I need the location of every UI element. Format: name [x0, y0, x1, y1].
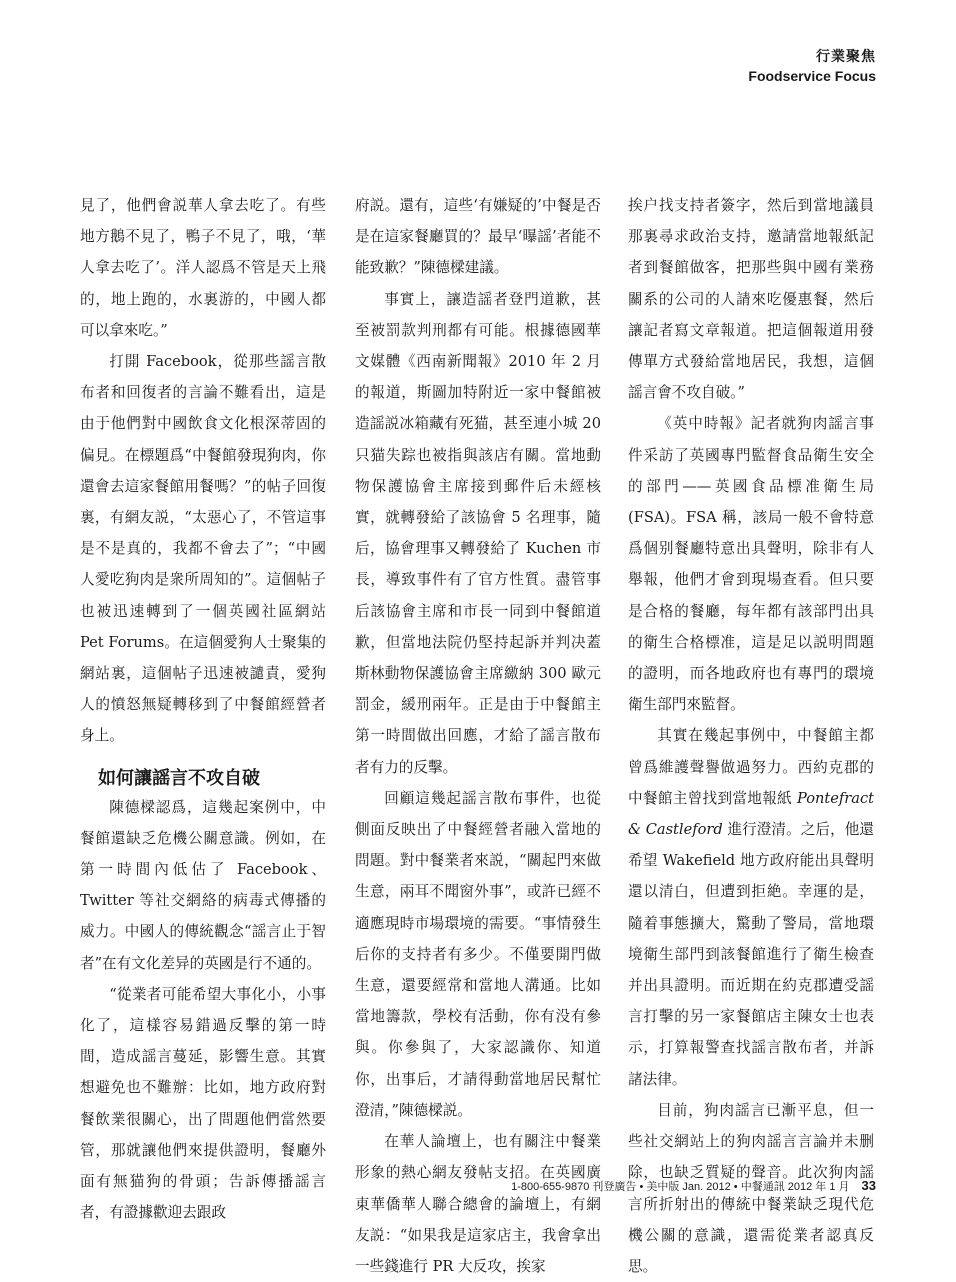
article-column-2 — [355, 190, 601, 1282]
paragraph: 《英中時報》記者就狗肉謡言事件采訪了英國專門監督食品衛生安全的部門——英國食品標准衛生局 (FSA)。FSA 稱，該局一般不會特意爲個别餐廳特意出具聲明，除非有人舉報，他們才會到現場查看。但只要是合格的餐廳，每年都有該部門出具的衛生合格標准，這是足以説明問題的證明，而各地政府也有專門的環境衛生部門來監督。 — [628, 415, 874, 714]
paragraph: 目前，狗肉謡言已漸平息，但一些社交網站上的狗肉謡言言論并未删除，也缺乏質疑的聲音。此次狗肉謡言所折射出的傳統中餐業缺乏現代危機公關的意識，還需從業者認真反思。 — [628, 1101, 874, 1275]
paragraph: 在華人論壇上，也有關注中餐業形象的熱心網友發帖支招。在英國廣東華僑華人聯合總會的論壇上，有網友説：“如果我是這家店主，我會拿出一些錢進行 PR 大反攻，挨家 — [355, 1133, 601, 1275]
newspaper-name: Pontefract & Castleford — [628, 789, 874, 839]
section-title-cn: 行業聚焦 — [816, 48, 876, 64]
paragraph: “從業者可能希望大事化小，小事化了，這樣容易錯過反擊的第一時間，造成謡言蔓延，影響生意。其實想避免也不難辦：比如，地方政府對餐飲業很關心，出了問題他們當然要管，那就讓他們來提供證明，餐廳外面有無猫狗的骨頭；告訴傳播謡言者，有證據歡迎去跟政 — [80, 985, 326, 1222]
paragraph: 打開 Facebook，從那些謡言散布者和回復者的言論不難看出，這是由于他們對中國飲食文化根深蒂固的偏見。在標題爲“中餐館發現狗肉，你還會去這家餐館用餐嗎？”的帖子回復裏，有網友説，“太惡心了，不管這事是不是真的，我都不會去了”；“中國人愛吃狗肉是衆所周知的”。這個帖子也被迅速轉到了一個英國社區網站 Pet Forums。在這個愛狗人士聚集的網站裏，這個帖子迅速被譴責，愛狗人的憤怒無疑轉移到了中餐館經營者身上。 — [80, 353, 326, 745]
paragraph-text: 其實在幾起事例中，中餐館主都曾爲維護聲譽做過努力。西約克郡的中餐館主曾找到當地報紙 — [628, 727, 874, 807]
footer-text: 1-800-655-9870 刊登廣告 • 美中版 Jan. 2012 • 中餐通訊 2012 年 1 月 — [511, 1181, 850, 1193]
paragraph: 府説。還有，這些‘有嫌疑的’中餐是否是在這家餐廳買的？最早‘曝謡’者能不能致歉？”陳德樑建議。 — [355, 197, 601, 277]
article-column-3 — [628, 190, 874, 1282]
paragraph — [628, 720, 874, 1094]
section-header — [748, 46, 876, 86]
paragraph: 回顧這幾起謡言散布事件，也從側面反映出了中餐經營者融入當地的問題。對中餐業者來説，“關起門來做生意，兩耳不聞窗外事”，或許已經不適應現時市場環境的需要。“事情發生后你的支持者有多少。不僅要開門做生意，還要經常和當地人溝通。比如當地籌款，學校有活動，你有没有參與。你參與了，大家認識你、知道你，出事后，才請得動當地居民幫忙澄清，”陳德樑説。 — [355, 789, 601, 1119]
page-number: 33 — [861, 1178, 876, 1193]
paragraph: 事實上，讓造謡者登門道歉，甚至被罰款判刑都有可能。根據德國華文媒體《西南新聞報》2010 年 2 月的報道，斯圖加特附近一家中餐館被造謡説冰箱藏有死猫，甚至連小城 20 只猫失踪也被指與該店有關。當地動物保護協會主席接到郵件后未經核實，就轉發給了該協會 5 名理事，隨后，協會理事又轉發給了 Kuchen 市長，導致事件有了官方性質。盡管事后該協會主席和市長一同到中餐館道歉，但當地法院仍堅持起訴并判决蓋斯林動物保護協會主席繳納 300 歐元罰金，緩刑兩年。正是由于中餐館主第一時間做出回應，才給了謡言散布者有力的反擊。 — [355, 290, 601, 776]
article-column-1 — [80, 190, 326, 1229]
paragraph: 陳德樑認爲，這幾起案例中，中餐館還缺乏危機公關意識。例如，在第一時間內低估了 Facebook、Twitter 等社交網絡的病毒式傳播的威力。中國人的傳統觀念“謡言止于智者”在有文化差异的英國是行不通的。 — [80, 798, 326, 972]
page-footer — [0, 1176, 876, 1197]
paragraph: 見了，他們會説華人拿去吃了。有些地方鵝不見了，鴨子不見了，哦，‘華人拿去吃了’。洋人認爲不管是天上飛的，地上跑的，水裏游的，中國人都可以拿來吃。” — [80, 197, 326, 339]
section-title-en: Foodservice Focus — [748, 68, 876, 84]
paragraph-text: 進行澄清。之后，他還希望 Wakefield 地方政府能出具聲明還以清白，但遭到拒絶。幸運的是，隨着事態擴大，驚動了警局，當地環境衛生部門到該餐館進行了衛生檢查并出具證明。而近期在約克郡遭受謡言打擊的另一家餐館店主陳女士也表示，打算報警查找謡言散布者，并訴諸法律。 — [628, 821, 874, 1088]
section-subheading: 如何讓謡言不攻自破 — [98, 767, 260, 789]
paragraph: 挨户找支持者簽字，然后到當地議員那裏尋求政治支持，邀請當地報紙記者到餐館做客，把那些與中國有業務關系的公司的人請來吃優惠餐，然后讓記者寫文章報道。把這個報道用發傳單方式發給當地居民，我想，這個謡言會不攻自破。” — [628, 197, 874, 402]
